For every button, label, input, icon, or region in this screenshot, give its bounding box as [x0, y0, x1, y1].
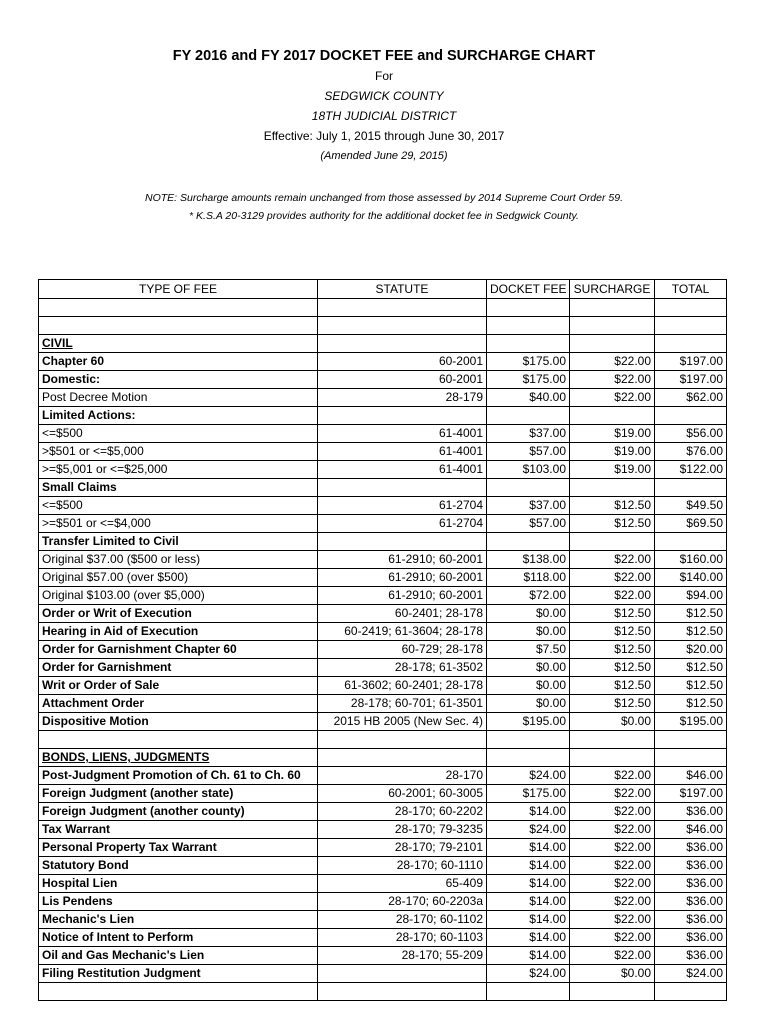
statute-cell: 28-170; 60-2203a [318, 893, 487, 911]
docket-fee-cell: $0.00 [487, 623, 570, 641]
statute-cell: 28-170; 60-1110 [318, 857, 487, 875]
column-header-surcharge: SURCHARGE [570, 280, 655, 299]
total-cell: $94.00 [655, 587, 727, 605]
docket-fee-cell: $72.00 [487, 587, 570, 605]
total-cell: $36.00 [655, 857, 727, 875]
table-row [39, 407, 727, 425]
docket-fee-cell: $57.00 [487, 443, 570, 461]
section-title: BONDS, LIENS, JUDGMENTS [42, 750, 210, 764]
fee-type-cell: Personal Property Tax Warrant [39, 839, 318, 857]
table-row [39, 911, 727, 929]
effective-dates: Effective: July 1, 2015 through June 30, 2017 [263, 129, 505, 143]
table-row [39, 893, 727, 911]
county-name: SEDGWICK COUNTY [324, 89, 444, 103]
table-row [39, 443, 727, 461]
docket-fee-cell: $14.00 [487, 857, 570, 875]
fee-type-cell: Attachment Order [39, 695, 318, 713]
statute-cell: 28-170 [318, 767, 487, 785]
section-header-row [39, 335, 727, 353]
fee-type-cell: Mechanic's Lien [39, 911, 318, 929]
fee-type-cell: <=$500 [39, 425, 318, 443]
empty-cell [487, 983, 570, 1001]
empty-cell [487, 317, 570, 335]
surcharge-cell: $22.00 [570, 785, 655, 803]
blank-row [39, 317, 727, 335]
statute-cell: 60-2401; 28-178 [318, 605, 487, 623]
statute-cell: 28-170; 55-209 [318, 947, 487, 965]
surcharge-cell: $12.50 [570, 497, 655, 515]
surcharge-cell [570, 407, 655, 425]
total-cell: $20.00 [655, 641, 727, 659]
docket-fee-cell: $14.00 [487, 875, 570, 893]
total-cell: $76.00 [655, 443, 727, 461]
statute-cell [318, 533, 487, 551]
total-cell: $69.50 [655, 515, 727, 533]
table-row [39, 389, 727, 407]
table-row [39, 659, 727, 677]
docket-fee-cell: $14.00 [487, 911, 570, 929]
table-row [39, 875, 727, 893]
empty-cell [655, 731, 727, 749]
statute-cell: 60-2001 [318, 371, 487, 389]
table-row [39, 929, 727, 947]
docket-fee-cell: $0.00 [487, 695, 570, 713]
total-cell: $197.00 [655, 353, 727, 371]
fee-type-cell: Original $37.00 ($500 or less) [39, 551, 318, 569]
total-cell: $36.00 [655, 929, 727, 947]
docket-fee-cell: $40.00 [487, 389, 570, 407]
total-cell: $24.00 [655, 965, 727, 983]
fee-type-cell: Notice of Intent to Perform [39, 929, 318, 947]
table-row [39, 803, 727, 821]
fee-type-cell: Small Claims [39, 479, 318, 497]
table-row [39, 641, 727, 659]
for-line: For [375, 69, 393, 83]
surcharge-cell: $22.00 [570, 389, 655, 407]
total-cell: $140.00 [655, 569, 727, 587]
surcharge-cell: $22.00 [570, 551, 655, 569]
table-row [39, 497, 727, 515]
empty-cell [318, 983, 487, 1001]
surcharge-cell: $12.50 [570, 695, 655, 713]
table-row [39, 371, 727, 389]
section-header-row [39, 749, 727, 767]
docket-fee-cell: $14.00 [487, 947, 570, 965]
table-row [39, 605, 727, 623]
empty-cell [318, 335, 487, 353]
surcharge-cell: $0.00 [570, 713, 655, 731]
statute-cell: 28-170; 60-1102 [318, 911, 487, 929]
fee-type-cell: Order or Writ of Execution [39, 605, 318, 623]
total-cell: $36.00 [655, 911, 727, 929]
docket-fee-cell: $0.00 [487, 677, 570, 695]
authority-note: * K.S.A 20-3129 provides authority for the additional docket fee in Sedgwick County. [189, 210, 579, 222]
blank-row [39, 299, 727, 317]
blank-row [39, 983, 727, 1001]
statute-cell [318, 407, 487, 425]
fee-type-cell: Transfer Limited to Civil [39, 533, 318, 551]
empty-cell [39, 983, 318, 1001]
docket-fee-cell: $24.00 [487, 965, 570, 983]
table-row [39, 425, 727, 443]
column-header-total: TOTAL [655, 280, 727, 299]
table-row [39, 767, 727, 785]
notes-block [0, 189, 768, 225]
docket-fee-cell: $118.00 [487, 569, 570, 587]
surcharge-cell: $0.00 [570, 965, 655, 983]
table-row [39, 353, 727, 371]
table-row [39, 479, 727, 497]
empty-cell [318, 731, 487, 749]
docket-fee-cell: $195.00 [487, 713, 570, 731]
statute-cell: 60-729; 28-178 [318, 641, 487, 659]
fee-type-cell: >$501 or <=$5,000 [39, 443, 318, 461]
empty-cell [39, 317, 318, 335]
fee-table-body [39, 299, 727, 1001]
total-cell: $46.00 [655, 821, 727, 839]
docket-fee-cell: $138.00 [487, 551, 570, 569]
document-header [0, 46, 768, 166]
empty-cell [570, 749, 655, 767]
total-cell: $36.00 [655, 839, 727, 857]
total-cell: $195.00 [655, 713, 727, 731]
empty-cell [487, 749, 570, 767]
docket-fee-cell: $0.00 [487, 659, 570, 677]
surcharge-cell: $12.50 [570, 623, 655, 641]
surcharge-cell: $22.00 [570, 353, 655, 371]
total-cell: $12.50 [655, 659, 727, 677]
statute-cell: 61-3602; 60-2401; 28-178 [318, 677, 487, 695]
fee-type-cell: Foreign Judgment (another county) [39, 803, 318, 821]
docket-fee-cell: $175.00 [487, 371, 570, 389]
surcharge-cell: $22.00 [570, 875, 655, 893]
empty-cell [318, 749, 487, 767]
docket-fee-cell: $24.00 [487, 821, 570, 839]
empty-cell [655, 335, 727, 353]
statute-cell: 60-2001 [318, 353, 487, 371]
table-row [39, 533, 727, 551]
empty-cell [570, 299, 655, 317]
docket-fee-cell [487, 479, 570, 497]
surcharge-cell: $22.00 [570, 803, 655, 821]
surcharge-note: NOTE: Surcharge amounts remain unchanged from those assessed by 2014 Supreme Court Order 59. [145, 192, 623, 204]
total-cell: $36.00 [655, 893, 727, 911]
table-row [39, 551, 727, 569]
total-cell: $36.00 [655, 875, 727, 893]
fee-type-cell: Domestic: [39, 371, 318, 389]
fee-type-cell: >=$501 or <=$4,000 [39, 515, 318, 533]
fee-type-cell: Hospital Lien [39, 875, 318, 893]
statute-cell: 61-4001 [318, 443, 487, 461]
surcharge-cell: $19.00 [570, 443, 655, 461]
empty-cell [318, 317, 487, 335]
empty-cell [655, 749, 727, 767]
table-row [39, 677, 727, 695]
empty-cell [570, 335, 655, 353]
total-cell: $46.00 [655, 767, 727, 785]
fee-type-cell: Oil and Gas Mechanic's Lien [39, 947, 318, 965]
fee-type-cell: Order for Garnishment [39, 659, 318, 677]
docket-fee-cell: $14.00 [487, 839, 570, 857]
fee-type-cell: <=$500 [39, 497, 318, 515]
blank-row [39, 731, 727, 749]
docket-fee-cell: $14.00 [487, 803, 570, 821]
total-cell: $197.00 [655, 371, 727, 389]
docket-fee-cell: $175.00 [487, 785, 570, 803]
surcharge-cell: $12.50 [570, 677, 655, 695]
total-cell: $12.50 [655, 605, 727, 623]
fee-type-cell: Hearing in Aid of Execution [39, 623, 318, 641]
surcharge-cell: $22.00 [570, 929, 655, 947]
statute-cell: 60-2419; 61-3604; 28-178 [318, 623, 487, 641]
fee-type-cell: Tax Warrant [39, 821, 318, 839]
section-cell [39, 335, 318, 353]
docket-fee-cell: $24.00 [487, 767, 570, 785]
statute-cell [318, 965, 487, 983]
table-row [39, 569, 727, 587]
table-row [39, 857, 727, 875]
total-cell [655, 407, 727, 425]
statute-cell: 28-170; 60-2202 [318, 803, 487, 821]
statute-cell: 28-170; 79-2101 [318, 839, 487, 857]
docket-fee-cell: $14.00 [487, 893, 570, 911]
docket-fee-cell: $7.50 [487, 641, 570, 659]
fee-type-cell: Foreign Judgment (another state) [39, 785, 318, 803]
surcharge-cell: $22.00 [570, 821, 655, 839]
empty-cell [487, 731, 570, 749]
surcharge-cell: $22.00 [570, 911, 655, 929]
fee-type-cell: Chapter 60 [39, 353, 318, 371]
surcharge-cell: $12.50 [570, 641, 655, 659]
statute-cell: 61-4001 [318, 425, 487, 443]
docket-fee-cell: $175.00 [487, 353, 570, 371]
docket-fee-cell: $37.00 [487, 425, 570, 443]
empty-cell [487, 299, 570, 317]
total-cell [655, 479, 727, 497]
docket-fee-cell: $37.00 [487, 497, 570, 515]
empty-cell [655, 299, 727, 317]
total-cell: $49.50 [655, 497, 727, 515]
empty-cell [318, 299, 487, 317]
surcharge-cell: $22.00 [570, 893, 655, 911]
table-row [39, 839, 727, 857]
fee-type-cell: Statutory Bond [39, 857, 318, 875]
empty-cell [655, 317, 727, 335]
total-cell: $122.00 [655, 461, 727, 479]
total-cell: $36.00 [655, 803, 727, 821]
docket-fee-cell: $14.00 [487, 929, 570, 947]
statute-cell: 61-2910; 60-2001 [318, 569, 487, 587]
column-header-docket-fee: DOCKET FEE [487, 280, 570, 299]
statute-cell: 65-409 [318, 875, 487, 893]
surcharge-cell: $22.00 [570, 839, 655, 857]
total-cell: $12.50 [655, 695, 727, 713]
page-title: FY 2016 and FY 2017 DOCKET FEE and SURCHARGE CHART [172, 48, 596, 64]
section-cell [39, 749, 318, 767]
total-cell: $56.00 [655, 425, 727, 443]
statute-cell: 61-2704 [318, 515, 487, 533]
fee-type-cell: Original $103.00 (over $5,000) [39, 587, 318, 605]
surcharge-cell: $22.00 [570, 857, 655, 875]
fee-type-cell: Dispositive Motion [39, 713, 318, 731]
fee-type-cell: Original $57.00 (over $500) [39, 569, 318, 587]
fee-type-cell: Writ or Order of Sale [39, 677, 318, 695]
table-row [39, 623, 727, 641]
fee-type-cell: Lis Pendens [39, 893, 318, 911]
docket-fee-cell [487, 533, 570, 551]
fee-type-cell: Post Decree Motion [39, 389, 318, 407]
table-row [39, 821, 727, 839]
surcharge-cell: $22.00 [570, 767, 655, 785]
surcharge-cell: $19.00 [570, 461, 655, 479]
statute-cell: 61-4001 [318, 461, 487, 479]
fee-type-cell: Filing Restitution Judgment [39, 965, 318, 983]
statute-cell: 61-2910; 60-2001 [318, 551, 487, 569]
statute-cell: 28-178; 61-3502 [318, 659, 487, 677]
table-row [39, 587, 727, 605]
fee-type-cell: Limited Actions: [39, 407, 318, 425]
column-header-type: TYPE OF FEE [39, 280, 318, 299]
fee-type-cell: Order for Garnishment Chapter 60 [39, 641, 318, 659]
total-cell: $197.00 [655, 785, 727, 803]
statute-cell: 28-170; 60-1103 [318, 929, 487, 947]
surcharge-cell: $12.50 [570, 515, 655, 533]
surcharge-cell: $22.00 [570, 587, 655, 605]
table-row [39, 965, 727, 983]
statute-cell [318, 479, 487, 497]
statute-cell: 28-170; 79-3235 [318, 821, 487, 839]
empty-cell [39, 299, 318, 317]
surcharge-cell: $22.00 [570, 947, 655, 965]
fee-type-cell: >=$5,001 or <=$25,000 [39, 461, 318, 479]
empty-cell [487, 335, 570, 353]
empty-cell [655, 983, 727, 1001]
fee-type-cell: Post-Judgment Promotion of Ch. 61 to Ch. 60 [39, 767, 318, 785]
total-cell: $12.50 [655, 623, 727, 641]
empty-cell [570, 731, 655, 749]
statute-cell: 61-2704 [318, 497, 487, 515]
statute-cell: 61-2910; 60-2001 [318, 587, 487, 605]
statute-cell: 28-178; 60-701; 61-3501 [318, 695, 487, 713]
table-row [39, 695, 727, 713]
empty-cell [39, 731, 318, 749]
table-row [39, 785, 727, 803]
fee-table [38, 279, 727, 1001]
surcharge-cell: $12.50 [570, 659, 655, 677]
statute-cell: 2015 HB 2005 (New Sec. 4) [318, 713, 487, 731]
docket-fee-cell: $103.00 [487, 461, 570, 479]
table-row [39, 461, 727, 479]
empty-cell [570, 983, 655, 1001]
statute-cell: 60-2001; 60-3005 [318, 785, 487, 803]
total-cell: $36.00 [655, 947, 727, 965]
table-row [39, 515, 727, 533]
surcharge-cell [570, 479, 655, 497]
section-title: CIVIL [42, 336, 73, 350]
empty-cell [570, 317, 655, 335]
surcharge-cell: $19.00 [570, 425, 655, 443]
table-header-row [39, 280, 727, 299]
total-cell: $160.00 [655, 551, 727, 569]
statute-cell: 28-179 [318, 389, 487, 407]
column-header-statute: STATUTE [318, 280, 487, 299]
docket-fee-cell [487, 407, 570, 425]
amended-date: (Amended June 29, 2015) [320, 150, 448, 162]
total-cell: $12.50 [655, 677, 727, 695]
surcharge-cell: $12.50 [570, 605, 655, 623]
surcharge-cell: $22.00 [570, 569, 655, 587]
total-cell: $62.00 [655, 389, 727, 407]
table-row [39, 713, 727, 731]
total-cell [655, 533, 727, 551]
docket-fee-cell: $0.00 [487, 605, 570, 623]
district-name: 18TH JUDICIAL DISTRICT [311, 109, 457, 123]
surcharge-cell [570, 533, 655, 551]
docket-fee-cell: $57.00 [487, 515, 570, 533]
surcharge-cell: $22.00 [570, 371, 655, 389]
table-row [39, 947, 727, 965]
